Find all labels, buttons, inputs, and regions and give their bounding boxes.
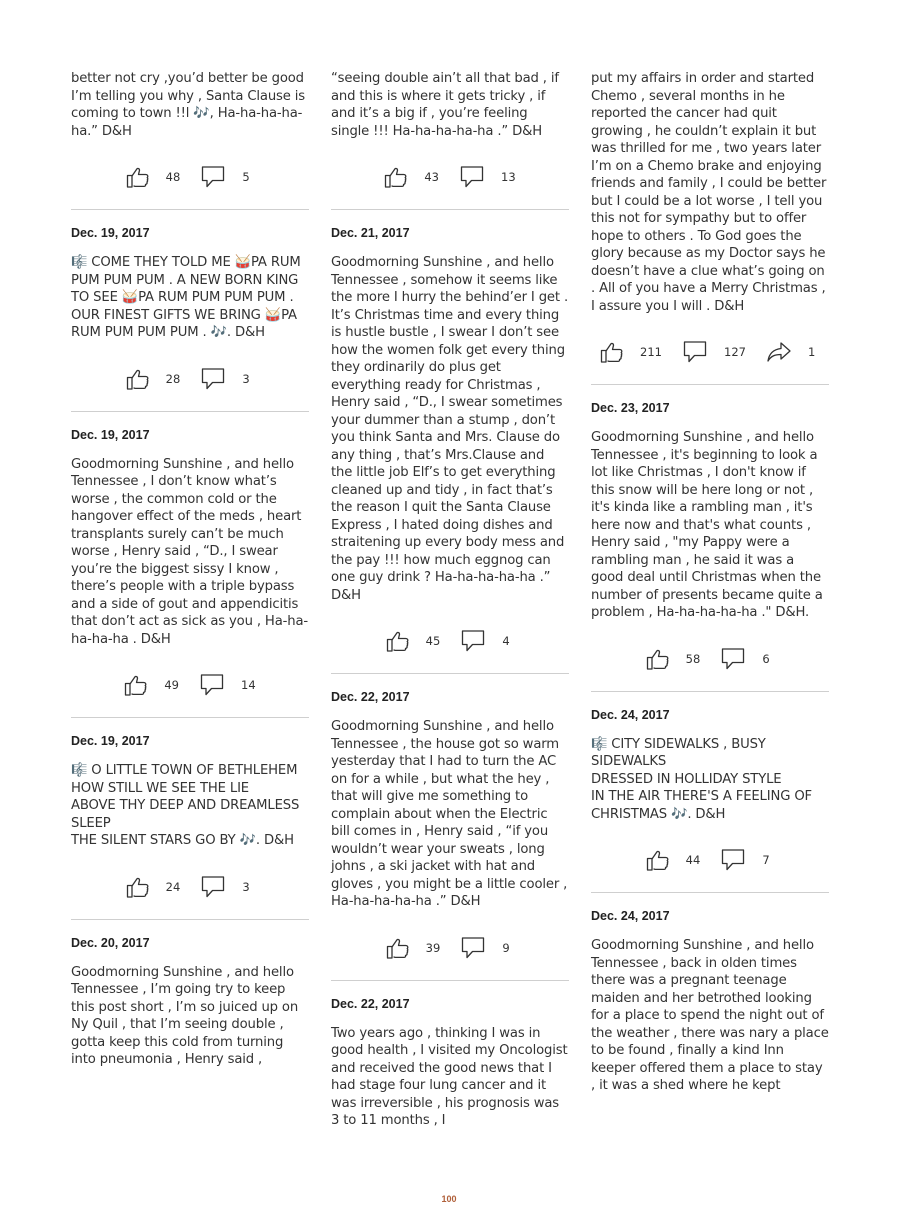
like-icon xyxy=(600,340,632,364)
comment-count: 5 xyxy=(242,170,250,184)
divider xyxy=(331,673,569,674)
like-count: 48 xyxy=(165,170,181,184)
post-date: Dec. 23, 2017 xyxy=(591,401,670,415)
post xyxy=(331,996,569,1130)
like-count: 43 xyxy=(424,170,439,184)
post-date: Dec. 24, 2017 xyxy=(591,707,670,722)
post xyxy=(591,400,829,692)
comment-count: 9 xyxy=(502,940,510,955)
share-icon xyxy=(766,341,800,363)
column-3 xyxy=(591,70,829,1095)
post xyxy=(71,935,309,1069)
like-button[interactable] xyxy=(386,936,441,960)
like-count: 49 xyxy=(164,678,179,692)
like-button[interactable] xyxy=(126,875,181,899)
like-button[interactable] xyxy=(646,848,701,872)
post-reactions xyxy=(71,670,309,700)
comment-count: 6 xyxy=(762,651,770,666)
comment-icon xyxy=(199,673,233,697)
like-button[interactable] xyxy=(126,367,181,391)
divider xyxy=(591,892,829,893)
comment-icon xyxy=(200,875,234,899)
comment-icon xyxy=(459,165,493,189)
like-count: 24 xyxy=(165,879,181,894)
comment-button[interactable] xyxy=(720,848,774,872)
comment-icon xyxy=(460,629,494,653)
post xyxy=(331,225,569,674)
like-icon xyxy=(386,936,418,960)
post-date: Dec. 20, 2017 xyxy=(71,935,150,950)
post-text: “seeing double ain’t all that bad , if and this is where it gets tricky , if and it’s a big if , you’re feeling single !!! Ha-ha-ha-ha-ha .” D&H xyxy=(331,71,559,139)
like-button[interactable] xyxy=(124,673,179,697)
like-icon xyxy=(124,673,156,697)
post-reactions xyxy=(71,872,309,902)
like-button[interactable] xyxy=(386,629,441,653)
comment-button[interactable] xyxy=(459,165,516,189)
post xyxy=(71,733,309,920)
divider xyxy=(71,919,309,920)
post xyxy=(591,908,829,1095)
divider xyxy=(591,691,829,692)
divider xyxy=(71,411,309,412)
column-2 xyxy=(331,70,569,1130)
post-reactions xyxy=(71,162,309,192)
post xyxy=(331,689,569,981)
comment-button[interactable] xyxy=(199,673,256,697)
like-count: 44 xyxy=(685,853,701,867)
comment-button[interactable] xyxy=(682,340,746,364)
comment-button[interactable] xyxy=(460,936,514,960)
comment-button[interactable] xyxy=(460,629,514,653)
post xyxy=(331,70,569,210)
comment-button[interactable] xyxy=(200,165,254,189)
post-text: 🎼 O LITTLE TOWN OF BETHLEHEM HOW STILL WE SEE THE LIE ABOVE THY DEEP AND DREAMLESS SLEEP THE SILENT STARS GO BY 🎶. D&H xyxy=(71,763,300,848)
like-count: 39 xyxy=(425,940,441,955)
like-count: 28 xyxy=(165,371,181,386)
like-count: 58 xyxy=(685,651,701,666)
post xyxy=(71,427,309,719)
comment-button[interactable] xyxy=(200,367,254,391)
comment-count: 13 xyxy=(501,170,516,184)
like-count: 45 xyxy=(425,634,441,648)
share-count: 1 xyxy=(807,345,816,359)
post-date: Dec. 19, 2017 xyxy=(71,427,150,442)
comment-button[interactable] xyxy=(720,647,774,671)
like-icon xyxy=(384,165,416,189)
post-date: Dec. 19, 2017 xyxy=(71,734,150,748)
comment-icon xyxy=(460,936,494,960)
like-button[interactable] xyxy=(384,165,439,189)
post-reactions xyxy=(331,162,569,192)
post-text: Goodmorning Sunshine , and hello Tennessee , back in olden times there was a pregnant teenage maiden and her betrothed looking for a place to spend the night out of the weather , there was nary a place to be found , finally a kind Inn keeper offered them a place to stay , it was a shed where he kept xyxy=(591,938,829,1093)
post-reactions xyxy=(331,933,569,963)
post-date: Dec. 19, 2017 xyxy=(71,226,150,240)
like-icon xyxy=(126,875,158,899)
like-button[interactable] xyxy=(600,340,662,364)
post-date: Dec. 22, 2017 xyxy=(331,690,410,704)
comment-button[interactable] xyxy=(200,875,254,899)
post-text: Goodmorning Sunshine , and hello Tennessee , I’m going try to keep this post short , I’m so juiced up on Ny Quil , that I’m seeing double , gotta keep this cold from turning into pneumonia , Henry said , xyxy=(71,964,299,1067)
post-text: Goodmorning Sunshine , and hello Tennessee , the house got so warm yesterday that I had to turn the AC on for a while , but what the hey , that will give me something to complain about when the Electric bill comes in , Henry said , “if you wouldn’t wear your sweats , long johns , a ski jacket with hat and gloves , you might be a little cooler , Ha-ha-ha-ha-ha .” D&H xyxy=(331,719,568,909)
comment-count: 3 xyxy=(242,879,250,894)
comment-count: 4 xyxy=(502,634,510,648)
comment-icon xyxy=(720,848,754,872)
share-button[interactable] xyxy=(766,341,820,363)
post xyxy=(71,225,309,412)
post-reactions xyxy=(591,337,829,367)
like-icon xyxy=(646,647,678,671)
like-icon xyxy=(126,165,158,189)
post xyxy=(591,70,829,385)
page-number: 100 xyxy=(441,1194,457,1204)
comment-count: 127 xyxy=(724,345,746,359)
post xyxy=(71,70,309,210)
like-button[interactable] xyxy=(126,165,181,189)
post-date: Dec. 21, 2017 xyxy=(331,226,410,240)
post-text: Goodmorning Sunshine , and hello Tennessee , somehow it seems like the more I hurry the behind’er I get . It’s Christmas time and every thing is hustle bustle , I swear I don’t see how the women folk get every thing they ordinarily do plus get everything ready for Christmas , Henry said , “D., I swear sometimes your dummer than a stump , don’t you think Santa and Mrs. Clause do any thing , that’s Mrs.Clause and the little job Elf’s to get everything cleaned up and tidy , in fact that’s the reason I quit the Santa Clause Express , I hated doing dishes and straitening up every body mess and the pay !!! how much eggnog can one guy drink ? Ha-ha-ha-ha-ha .” D&H xyxy=(331,255,568,603)
post-reactions xyxy=(331,626,569,656)
post-text: 🎼 COME THEY TOLD ME 🥁PA RUM PUM PUM PUM . A NEW BORN KING TO SEE 🥁PA RUM PUM PUM PUM . OUR FINEST GIFTS WE BRING 🥁PA RUM PUM PUM PUM . 🎶. D&H xyxy=(71,255,301,340)
divider xyxy=(591,384,829,385)
post-reactions xyxy=(591,845,829,875)
post-text: better not cry ,you’d better be good I’m telling you why , Santa Clause is coming to town !!l 🎶, Ha-ha-ha-ha-ha.” D&H xyxy=(71,71,305,139)
post-reactions xyxy=(71,364,309,394)
like-icon xyxy=(386,629,418,653)
comment-icon xyxy=(200,165,234,189)
post xyxy=(591,707,829,894)
divider xyxy=(331,980,569,981)
post-text: Goodmorning Sunshine , and hello Tennessee , it's beginning to look a lot like Christmas , I don't know if this snow will be here long or not , it's kinda like a rambling man , it's here now and that's what counts , Henry said , "my Pappy were a rambling man , he said it was a good deal until Christmas when the number of presents became quite a problem , Ha-ha-ha-ha-ha ." D&H. xyxy=(591,430,823,620)
divider xyxy=(71,717,309,718)
like-icon xyxy=(646,848,678,872)
divider xyxy=(71,209,309,210)
comment-count: 7 xyxy=(762,853,770,867)
post-text: Two years ago , thinking I was in good health , I visited my Oncologist and received the good news that I had stage four lung cancer and it was irreversible , his prognosis was 3 to 11 months , I xyxy=(331,1025,568,1128)
comment-icon xyxy=(720,647,754,671)
post-date: Dec. 22, 2017 xyxy=(331,996,410,1011)
column-1 xyxy=(71,70,309,1069)
post-text: Goodmorning Sunshine , and hello Tennessee , I don’t know what’s worse , the common cold or the hangover effect of the meds , heart transplants surely can’t be much worse , Henry said , “D., I swear you’re the biggest sissy I know , there’s people with a triple bypass and a side of gout and appendicitis that don’t act as sick as you , Ha-ha-ha-ha-ha . D&H xyxy=(71,456,308,647)
post-text: 🎼 CITY SIDEWALKS , BUSY SIDEWALKS DRESSED IN HOLLIDAY STYLE IN THE AIR THERE'S A FEELING OF CHRISTMAS 🎶. D&H xyxy=(591,736,812,822)
like-count: 211 xyxy=(640,345,662,359)
comment-icon xyxy=(682,340,716,364)
post-text: put my affairs in order and started Chemo , several months in he reported the cancer had quit growing , he couldn’t explain it but was thrilled for me , two years later I’m on a Chemo brake and enjoying friends and family , I could be better but I could be a lot worse , I tell you this not for sympathy but to offer hope to others . To God goes the glory because as my Doctor says he doesn’t have a clue what’s going on . All of you have a Merry Christmas , I assure you I will . D&H xyxy=(591,71,827,314)
like-button[interactable] xyxy=(646,647,701,671)
divider xyxy=(331,209,569,210)
like-icon xyxy=(126,367,158,391)
comment-count: 14 xyxy=(241,678,256,692)
post-date: Dec. 24, 2017 xyxy=(591,909,670,923)
post-reactions xyxy=(591,644,829,674)
comment-count: 3 xyxy=(242,371,250,386)
comment-icon xyxy=(200,367,234,391)
